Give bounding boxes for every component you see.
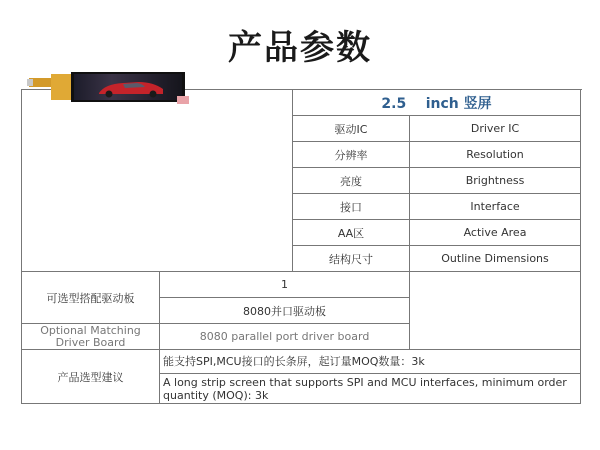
size-unit: inch (425, 95, 459, 112)
optional-board-label-en: Optional Matching Driver Board (22, 324, 160, 350)
optional-board-cn: 8080并口驱动板 (160, 298, 410, 324)
spec-label-cn: 分辨率 (293, 142, 410, 168)
size-value: 2.5 (381, 95, 407, 112)
car-wheel-rear (150, 91, 157, 98)
spec-label-en: Driver IC (410, 116, 581, 142)
spec-label-cn: 接口 (293, 194, 410, 220)
fpc-pins (27, 79, 33, 86)
pull-tab (177, 96, 189, 104)
spec-label-en: Active Area (410, 220, 581, 246)
optional-board-index: 1 (160, 272, 410, 298)
spec-table (21, 89, 581, 404)
selection-advice-en: A long strip screen that supports SPI and MCU interfaces, minimum order quantity (MOQ): 3k (160, 374, 581, 404)
spec-label-cn: 结构尺寸 (293, 246, 410, 272)
blank-cell (410, 272, 581, 350)
selection-advice-label: 产品选型建议 (22, 350, 160, 404)
spec-label-en: Interface (410, 194, 581, 220)
spec-label-cn: 驱动IC (293, 116, 410, 142)
orientation-label: 竖屏 (463, 95, 492, 112)
spec-label-en: Outline Dimensions (410, 246, 581, 272)
page-title: 产品参数 (228, 28, 372, 68)
optional-board-label-cn: 可选型搭配驱动板 (22, 272, 160, 324)
spec-label-en: Resolution (410, 142, 581, 168)
lcd-module-image (27, 68, 195, 104)
optional-board-en: 8080 parallel port driver board (160, 324, 410, 350)
car-wheel-front (106, 91, 113, 98)
product-image-cell (22, 90, 293, 272)
spec-label-cn: AA区 (293, 220, 410, 246)
spec-label-cn: 亮度 (293, 168, 410, 194)
size-header (293, 90, 581, 116)
selection-advice-cn: 能支持SPI,MCU接口的长条屏，起订量MOQ数量：3k (160, 350, 581, 374)
spec-label-en: Brightness (410, 168, 581, 194)
